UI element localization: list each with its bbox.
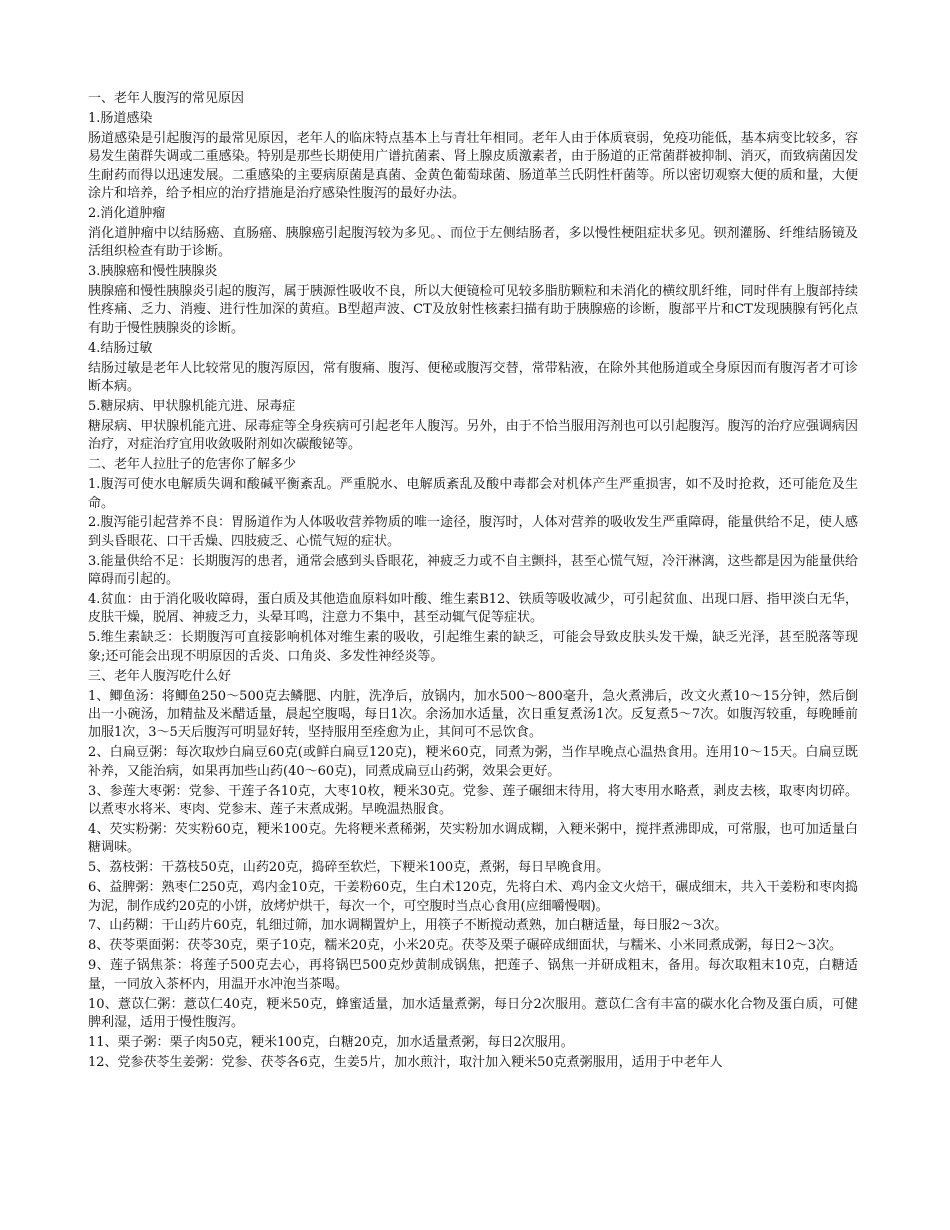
paragraph: 3、参莲大枣粥：党参、干莲子各10克，大枣10枚，粳米30克。党参、莲子碾细末待用，将大枣用水略煮，剥皮去核，取枣肉切碎。以煮枣水将米、枣肉、党参末、莲子末煮成粥。早晚温热服食。 <box>88 783 858 818</box>
paragraph: 12、党参茯苓生姜粥：党参、茯苓各6克，生姜5片，加水煎汁，取汁加入粳米50克煮粥服用，适用于中老年人 <box>88 1054 723 1070</box>
paragraph: 7、山药糊：干山药片60克，轧细过筛，加水调糊置炉上，用筷子不断搅动煮熟，加白糖适量，每日服2～3次。 <box>88 918 728 934</box>
paragraph: 肠道感染是引起腹泻的最常见原因，老年人的临床特点基本上与青壮年相同。老年人由于体质衰弱，免疫功能低，基本病变比较多，容易发生菌群失调或二重感染。特别是那些长期使用广谱抗菌素、肾上腺皮质激素者，由于肠道的正常菌群被抑制、消灭，而致病菌因发生耐药而得以迅速发展。二重感染的主要病原菌是真菌、金黄色葡萄球菌、肠道革兰氏阴性杆菌等。所以密切观察大便的质和量，大便涂片和培养，给予相应的治疗措施是治疗感染性腹泻的最好办法。 <box>88 130 858 202</box>
paragraph: 4.结肠过敏 <box>88 340 153 356</box>
paragraph: 结肠过敏是老年人比较常见的腹泻原因，常有腹痛、腹泻、便秘或腹泻交替，常带粘液，在除外其他肠道或全身原因而有腹泻者才可诊断本病。 <box>88 360 858 395</box>
paragraph: 4、芡实粉粥：芡实粉60克，粳米100克。先将粳米煮稀粥，芡实粉加水调成糊，入粳米粥中，搅拌煮沸即成，可常服，也可加适量白糖调味。 <box>88 821 858 856</box>
paragraph: 2.消化道肿瘤 <box>88 205 166 221</box>
paragraph: 3.能量供给不足：长期腹泻的患者，通常会感到头昏眼花，神疲乏力或不自主颤抖，甚至心慌气短，冷汗淋漓，这些都是因为能量供给障碍而引起的。 <box>88 553 858 588</box>
paragraph: 糖尿病、甲状腺机能亢进、尿毒症等全身疾病可引起老年人腹泻。另外，由于不恰当服用泻剂也可以引起腹泻。腹泻的治疗应强调病因治疗，对症治疗宜用收敛吸附剂如次碳酸铋等。 <box>88 418 858 453</box>
paragraph: 三、老年人腹泻吃什么好 <box>88 668 232 684</box>
paragraph: 1.肠道感染 <box>88 110 153 126</box>
paragraph: 9、莲子锅焦茶：将莲子500克去心，再将锅巴500克炒黄制成锅焦，把莲子、锅焦一并研成粗末，备用。每次取粗末10克，白糖适量，一同放入茶杯内，用温开水冲泡当茶喝。 <box>88 958 858 992</box>
paragraph: 11、栗子粥：栗子肉50克，粳米100克，白糖20克，加水适量煮粥，每日2次服用。 <box>88 1034 574 1050</box>
paragraph: 一、老年人腹泻的常见原因 <box>88 91 245 106</box>
paragraph: 二、老年人拉肚子的危害你了解多少 <box>88 457 297 473</box>
document-body <box>88 90 858 1074</box>
paragraph: 5.维生素缺乏：长期腹泻可直接影响机体对维生素的吸收，引起维生素的缺乏，可能会导致皮肤头发干燥，缺乏光泽，甚至脱落等现象;还可能会出现不明原因的舌炎、口角炎、多发性神经炎等。 <box>88 630 858 664</box>
paragraph: 5、荔枝粥：干荔枝50克，山药20克，捣碎至软烂，下粳米100克，煮粥，每日早晚食用。 <box>88 860 610 876</box>
paragraph: 1、鲫鱼汤：将鲫鱼250～500克去鳞腮、内脏，洗净后，放锅内，加水500～800毫升，急火煮沸后，改文火煮10～15分钟，然后倒出一小碗汤，加精盐及米醋适量，晨起空腹喝，每日1次。余汤加水适量，次日重复煮汤1次。反复煮5～7次。如腹泻较重，每晚睡前加服1次，3～5天后腹泻可明显好转，坚持服用至痊愈为止，其间可不忌饮食。 <box>88 688 858 741</box>
paragraph: 胰腺癌和慢性胰腺炎引起的腹泻，属于胰源性吸收不良，所以大便镜检可见较多脂肪颗粒和未消化的横纹肌纤维，同时伴有上腹部持续性疼痛、乏力、消瘦、进行性加深的黄疸。B型超声波、CT及放射性核素扫描有助于胰腺癌的诊断，腹部平片和CT发现胰腺有钙化点有助于慢性胰腺炎的诊断。 <box>88 284 858 336</box>
paragraph: 2、白扁豆粥：每次取炒白扁豆60克(或鲜白扁豆120克)，粳米60克，同煮为粥，当作早晚点心温热食用。连用10～15天。白扁豆既补养，又能治病，如果再加些山药(40～60克)，同煮成扁豆山药粥，效果会更好。 <box>88 745 858 779</box>
paragraph: 消化道肿瘤中以结肠癌、直肠癌、胰腺癌引起腹泻较为多见。、而位于左侧结肠者，多以慢性梗阻症状多见。钡剂灌肠、纤维结肠镜及活组织检查有助于诊断。 <box>88 225 858 260</box>
paragraph: 3.胰腺癌和慢性胰腺炎 <box>88 264 218 280</box>
paragraph: 2.腹泻能引起营养不良：胃肠道作为人体吸收营养物质的唯一途径，腹泻时，人体对营养的吸收发生严重障碍，能量供给不足，使人感到头昏眼花、口干舌燥、四肢疲乏、心慌气短的症状。 <box>88 515 858 549</box>
paragraph: 4.贫血：由于消化吸收障碍，蛋白质及其他造血原料如叶酸、维生素B12、铁质等吸收减少，可引起贫血、出现口唇、指甲淡白无华，皮肤干燥，脱屑、神疲乏力，头晕耳鸣，注意力不集中，甚至动辄气促等症状。 <box>88 592 858 626</box>
paragraph: 1.腹泻可使水电解质失调和酸碱平衡紊乱。严重脱水、电解质紊乱及酸中毒都会对机体产生严重损害，如不及时抢救，还可能危及生命。 <box>88 477 858 511</box>
paragraph: 6、益脾粥：熟枣仁250克，鸡内金10克，干姜粉60克，生白术120克，先将白术、鸡内金文火焙干，碾成细末，共入干姜粉和枣肉捣为泥，制作成约20克的小饼，放烤炉烘干，每次一个，可空腹时当点心食用(应细嚼慢咽)。 <box>88 880 858 914</box>
paragraph: 10、薏苡仁粥：薏苡仁40克，粳米50克，蜂蜜适量，加水适量煮粥，每日分2次服用。薏苡仁含有丰富的碳水化合物及蛋白质，可健脾利湿，适用于慢性腹泻。 <box>88 996 858 1030</box>
paragraph: 8、茯苓栗面粥：茯苓30克，栗子10克，糯米20克，小米20克。茯苓及栗子碾碎成细面状，与糯米、小米同煮成粥，每日2～3次。 <box>88 938 842 954</box>
paragraph: 5.糖尿病、甲状腺机能亢进、尿毒症 <box>88 399 296 414</box>
